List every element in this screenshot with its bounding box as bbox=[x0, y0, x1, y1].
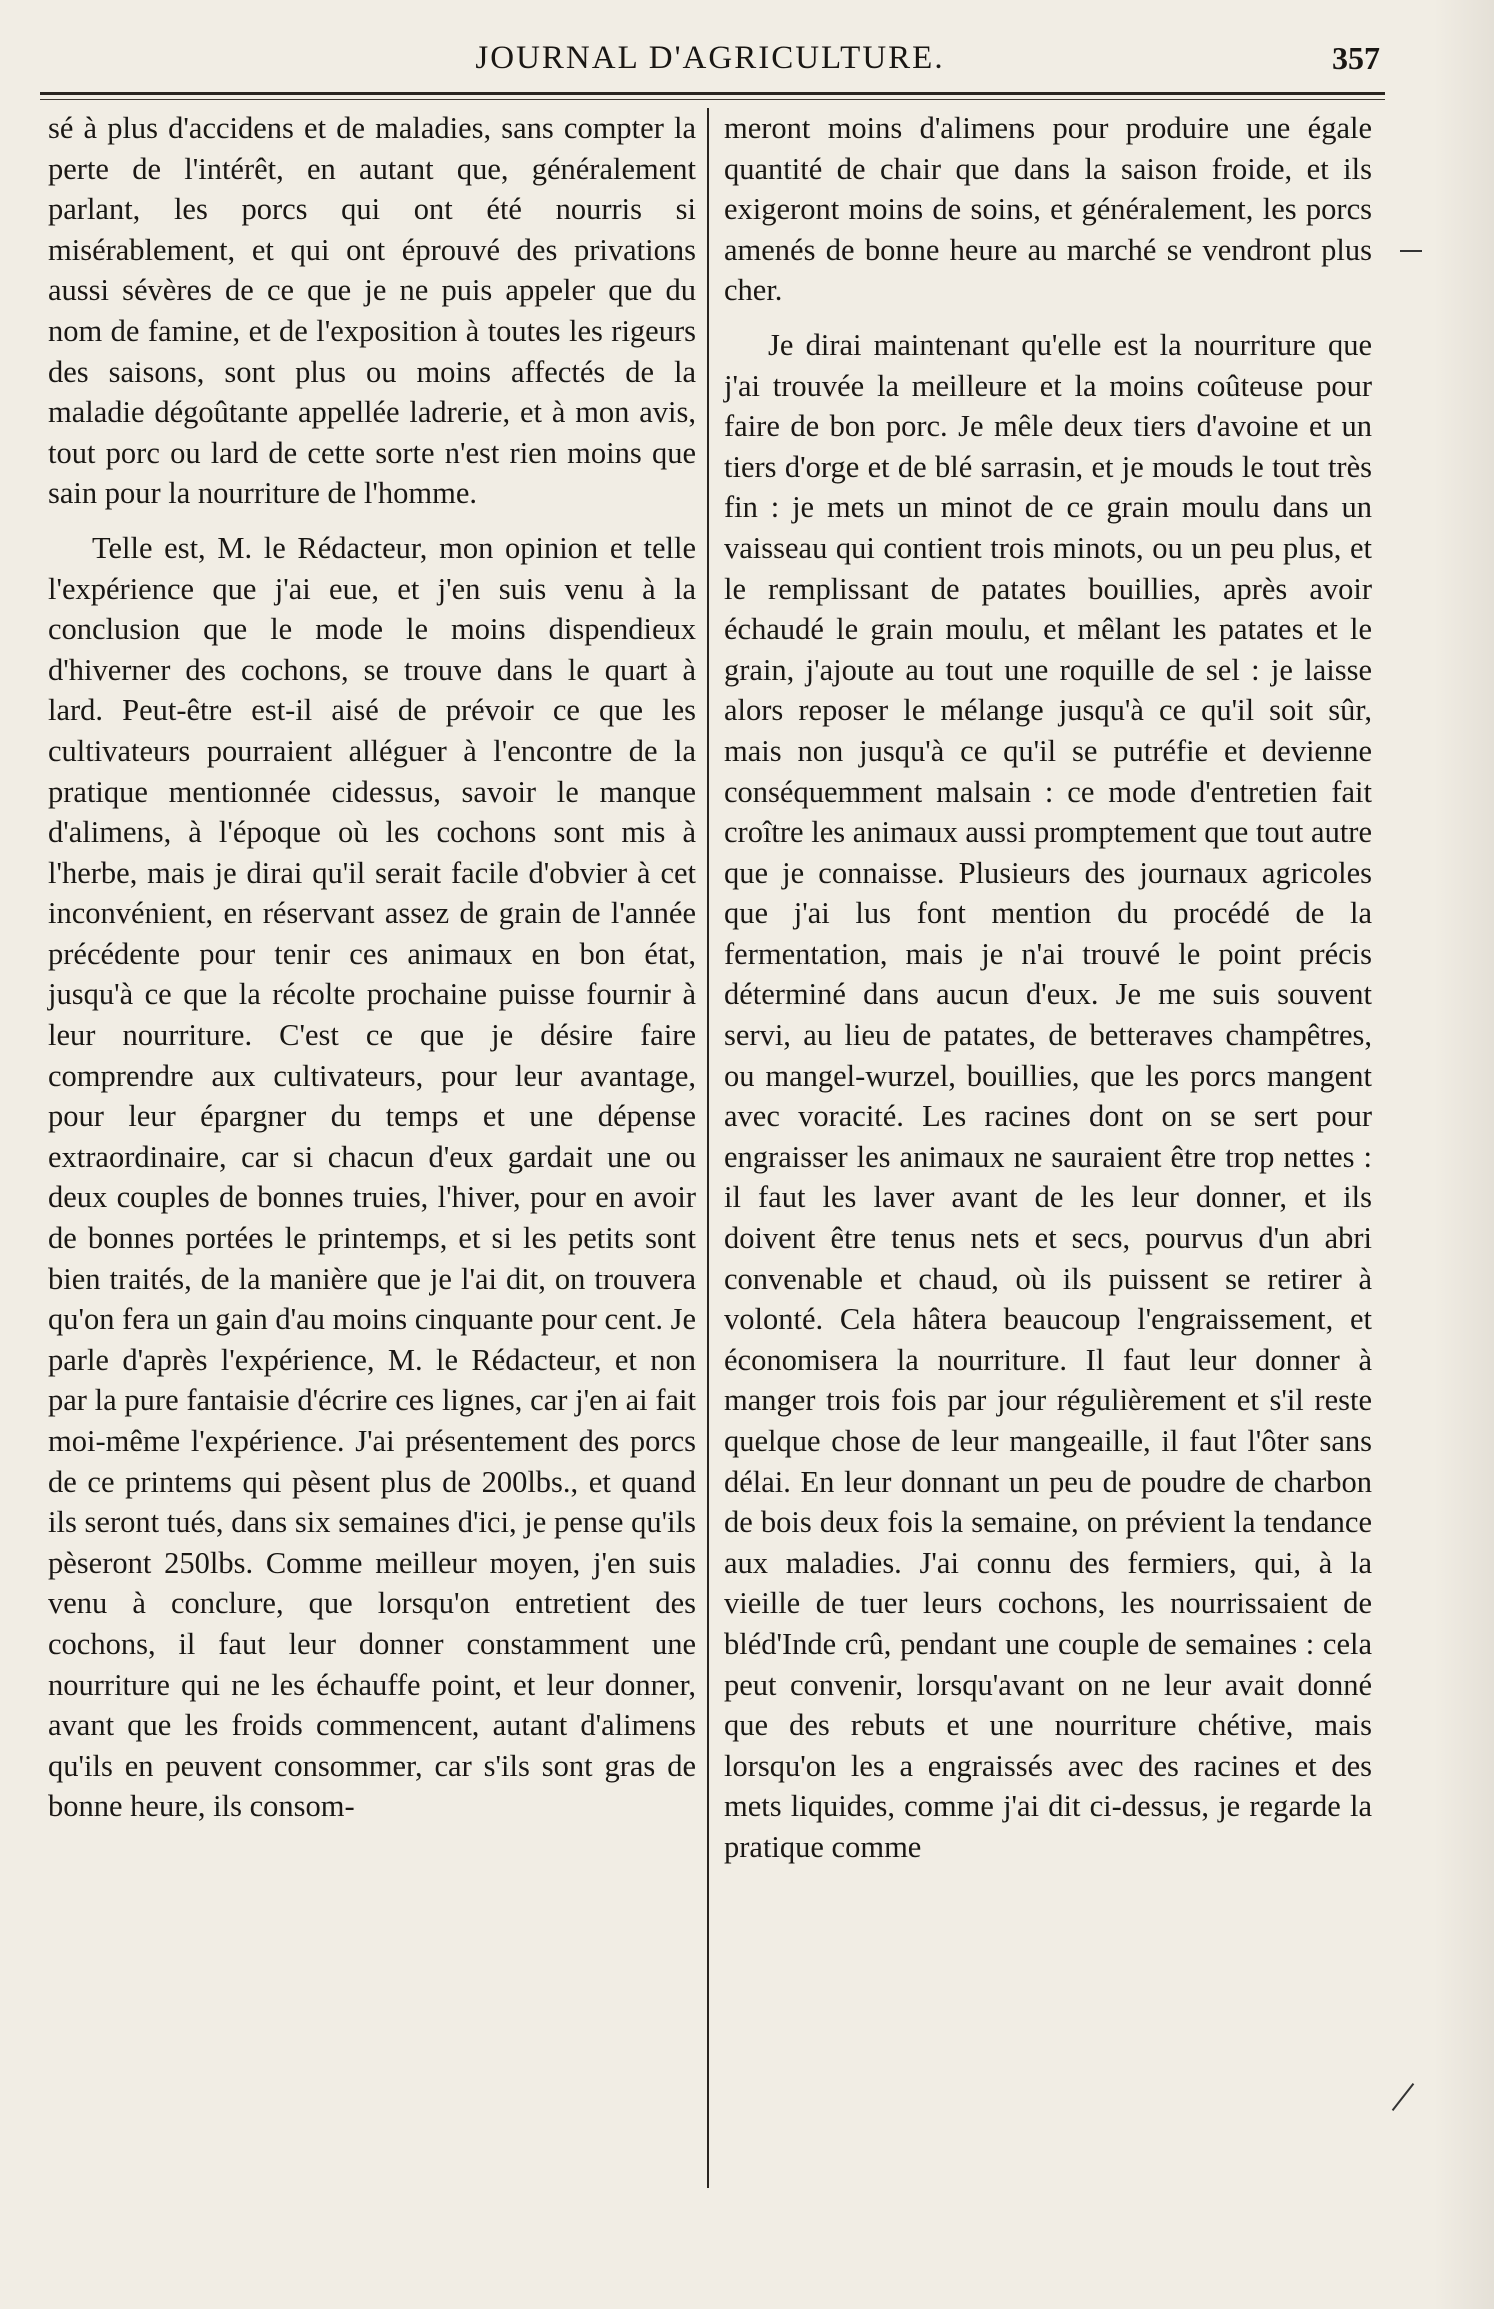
header-rule-thin bbox=[40, 99, 1385, 100]
left-column bbox=[48, 108, 696, 1827]
margin-mark bbox=[1400, 250, 1422, 252]
page-edge-shadow bbox=[1434, 0, 1494, 2309]
margin-mark bbox=[1392, 2083, 1415, 2111]
page-number: 357 bbox=[1332, 40, 1380, 76]
right-column bbox=[724, 108, 1372, 1868]
paragraph: sé à plus d'accidens et de maladies, sans compter la perte de l'intérêt, en autant que, généralement parlant, les porcs qui ont été nourris si misérablement, et qui ont éprouvé des privations aussi sévères de ce que je ne puis appeler que du nom de famine, et de l'exposition à toutes les rigeurs des saisons, sont plus ou moins affectés de la maladie dégoûtante appellée ladrerie, et à mon avis, tout porc ou lard de cette sorte n'est rien moins que sain pour la nourriture de l'homme. bbox=[48, 111, 696, 511]
running-title: JOURNAL D'AGRICULTURE. bbox=[475, 40, 945, 76]
paragraph: Je dirai maintenant qu'elle est la nourriture que j'ai trouvée la meilleure et la moins coûteuse pour faire de bon porc. Je mêle deux tiers d'avoine et un tiers d'orge et de blé sarrasin, et je mouds le tout très fin : je mets un minot de ce grain moulu dans un vaisseau qui contient trois minots, ou un peu plus, et le remplissant de patates bouillies, après avoir échaudé le grain moulu, et mêlant les patates et le grain, j'ajoute au tout une roquille de sel : je laisse alors reposer le mélange jusqu'à ce qu'il soit sûr, mais non jusqu'à ce qu'il se putréfie et devienne conséquemment malsain : ce mode d'entretien fait croître les animaux aussi promptement que tout autre que je connaisse. Plusieurs des journaux agricoles que j'ai lus font mention du procédé de la fermentation, mais je n'ai trouvé le point précis déterminé dans aucun d'eux. Je me suis souvent servi, au lieu de patates, de betteraves champêtres, ou mangel-wurzel, bouillies, que les porcs mangent avec voracité. Les racines dont on se sert pour engraisser les animaux ne sauraient être trop nettes : il faut les laver avant de les leur donner, et ils doivent être tenus nets et secs, pourvus d'un abri convenable et chaud, où ils puissent se retirer à volonté. Cela hâtera beaucoup l'engraissement, et économisera la nourriture. Il faut leur donner à manger trois fois par jour régulièrement et s'il reste quelque chose de leur mangeaille, il faut l'ôter sans délai. En leur donnant un peu de poudre de charbon de bois deux fois la semaine, on prévient la tendance aux maladies. J'ai connu des fermiers, qui, à la vieille de tuer leurs cochons, les nourrissaient de bléd'Inde crû, pendant une couple de semaines : cela peut convenir, lorsqu'avant on ne leur avait donné que des rebuts et une nourriture chétive, mais lorsqu'on les a engraissés avec des racines et des mets liquides, comme j'ai dit ci-dessus, je regarde la pratique comme bbox=[724, 327, 1372, 1864]
header-rule bbox=[40, 92, 1385, 95]
running-head bbox=[40, 32, 1380, 92]
column-divider bbox=[707, 108, 709, 2188]
paragraph: meront moins d'alimens pour produire une égale quantité de chair que dans la saison froide, et ils exigeront moins de soins, et généralement, les porcs amenés de bonne heure au marché se vendront plus cher. bbox=[724, 111, 1372, 308]
paragraph: Telle est, M. le Rédacteur, mon opinion et telle l'expérience que j'ai eue, et j'en suis venu à la conclusion que le mode le moins dispendieux d'hiverner des cochons, se trouve dans le quart à lard. Peut-être est-il aisé de prévoir ce que les cultivateurs pourraient alléguer à l'encontre de la pratique mentionnée cidessus, savoir le manque d'alimens, à l'époque où les cochons sont mis à l'herbe, mais je dirai qu'il serait facile d'obvier à cet inconvénient, en réservant assez de grain de l'année précédente pour tenir ces animaux en bon état, jusqu'à ce que la récolte prochaine puisse fournir à leur nourriture. C'est ce que je désire faire comprendre aux cultivateurs, pour leur avantage, pour leur épargner du temps et une dépense extraordinaire, car si chacun d'eux gardait une ou deux couples de bonnes truies, l'hiver, pour en avoir de bonnes portées le printemps, et si les petits sont bien traités, de la manière que je l'ai dit, on trouvera qu'on fera un gain d'au moins cinquante pour cent. Je parle d'après l'expérience, M. le Rédacteur, et non par la pure fantaisie d'écrire ces lignes, car j'en ai fait moi-même l'expérience. J'ai présentement des porcs de ce printems qui pèsent plus de 200lbs., et quand ils seront tués, dans six semaines d'ici, je pense qu'ils pèseront 250lbs. Comme meilleur moyen, j'en suis venu à conclure, que lorsqu'on entretient des cochons, il faut leur donner constamment une nourriture qui ne les échauffe point, et leur donner, avant que les froids commencent, autant d'alimens qu'ils en peuvent consommer, car s'ils sont gras de bonne heure, ils consom- bbox=[48, 530, 696, 1824]
